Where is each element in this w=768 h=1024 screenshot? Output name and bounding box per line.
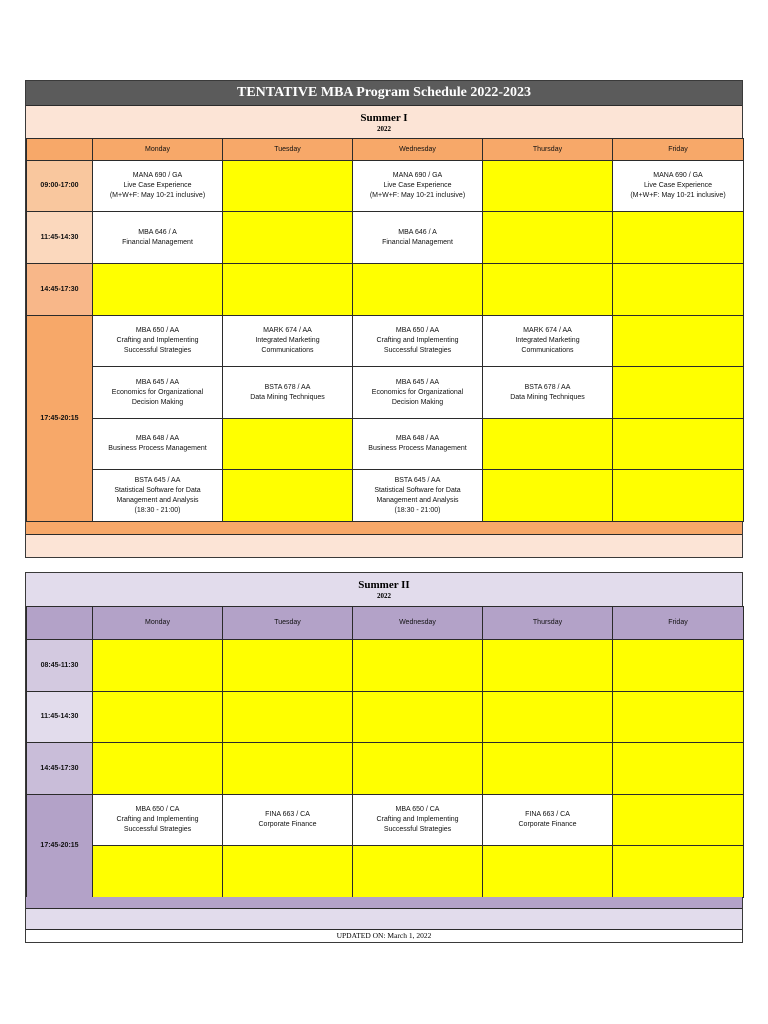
summer1-row-evening-4 — [27, 470, 744, 522]
day-header-wednesday: Wednesday — [353, 139, 483, 161]
summer1-day-header-row — [27, 139, 744, 161]
empty-slot — [483, 264, 613, 316]
summer2-table — [26, 606, 744, 898]
corner-cell — [27, 607, 93, 640]
day-header-monday: Monday — [93, 607, 223, 640]
empty-slot — [483, 212, 613, 264]
summer1-footer-blank — [26, 535, 742, 557]
corner-cell — [27, 139, 93, 161]
course-cell: BSTA 678 / AA Data Mining Techniques — [223, 367, 353, 419]
empty-slot — [613, 692, 744, 743]
empty-slot — [223, 743, 353, 795]
course-cell: MANA 690 / GA Live Case Experience (M+W+F: May 10-21 inclusive) — [613, 161, 744, 212]
course-cell: MBA 650 / AA Crafting and Implementing Successful Strategies — [353, 316, 483, 367]
course-cell: FINA 663 / CA Corporate Finance — [483, 795, 613, 846]
summer2-header — [26, 573, 742, 607]
course-cell: BSTA 645 / AA Statistical Software for Data Management and Analysis (18:30 - 21:00) — [353, 470, 483, 522]
empty-slot — [223, 470, 353, 522]
summer2-sheet — [25, 572, 743, 943]
summer1-footer-band — [26, 522, 742, 535]
empty-slot — [223, 161, 353, 212]
time-slot-label: 17:45-20:15 — [27, 316, 93, 522]
summer2-day-header-row — [27, 607, 744, 640]
empty-slot — [483, 161, 613, 212]
empty-slot — [223, 419, 353, 470]
empty-slot — [613, 367, 744, 419]
empty-slot — [483, 470, 613, 522]
day-header-monday: Monday — [93, 139, 223, 161]
empty-slot — [223, 640, 353, 692]
empty-slot — [223, 692, 353, 743]
summer2-row-afternoon — [27, 743, 744, 795]
course-cell: BSTA 678 / AA Data Mining Techniques — [483, 367, 613, 419]
summer2-title: Summer II — [358, 579, 410, 591]
course-cell: MBA 650 / AA Crafting and Implementing Successful Strategies — [93, 316, 223, 367]
summer1-row-evening-3 — [27, 419, 744, 470]
empty-slot — [613, 264, 744, 316]
summer1-row-afternoon — [27, 264, 744, 316]
day-header-thursday: Thursday — [483, 607, 613, 640]
summer1-row-evening-1 — [27, 316, 744, 367]
summer2-row-morning — [27, 640, 744, 692]
summer2-footer-band — [26, 897, 742, 909]
summer1-year: 2022 — [377, 125, 391, 133]
empty-slot — [93, 846, 223, 898]
updated-note: UPDATED ON: March 1, 2022 — [26, 929, 742, 942]
day-header-tuesday: Tuesday — [223, 607, 353, 640]
course-cell: FINA 663 / CA Corporate Finance — [223, 795, 353, 846]
empty-slot — [483, 743, 613, 795]
empty-slot — [613, 795, 744, 846]
schedule-title: TENTATIVE MBA Program Schedule 2022-2023 — [26, 81, 742, 106]
day-header-friday: Friday — [613, 607, 744, 640]
empty-slot — [223, 264, 353, 316]
course-cell: MBA 646 / A Financial Management — [93, 212, 223, 264]
empty-slot — [353, 264, 483, 316]
empty-slot — [613, 846, 744, 898]
summer1-row-midday — [27, 212, 744, 264]
course-cell: MBA 648 / AA Business Process Management — [93, 419, 223, 470]
empty-slot — [483, 640, 613, 692]
empty-slot — [93, 743, 223, 795]
course-cell: MARK 674 / AA Integrated Marketing Communications — [483, 316, 613, 367]
empty-slot — [353, 640, 483, 692]
summer2-footer-blank — [26, 909, 742, 929]
course-cell: MANA 690 / GA Live Case Experience (M+W+F: May 10-21 inclusive) — [93, 161, 223, 212]
summer1-header — [26, 106, 742, 139]
course-cell: MBA 646 / A Financial Management — [353, 212, 483, 264]
summer2-row-evening-2 — [27, 846, 744, 898]
course-cell: MBA 648 / AA Business Process Management — [353, 419, 483, 470]
empty-slot — [483, 692, 613, 743]
course-cell: MBA 650 / CA Crafting and Implementing Successful Strategies — [93, 795, 223, 846]
empty-slot — [613, 640, 744, 692]
summer1-row-morning — [27, 161, 744, 212]
empty-slot — [483, 419, 613, 470]
summer2-row-evening-1 — [27, 795, 744, 846]
summer2-row-midday — [27, 692, 744, 743]
empty-slot — [613, 470, 744, 522]
course-cell: MANA 690 / GA Live Case Experience (M+W+F: May 10-21 inclusive) — [353, 161, 483, 212]
course-cell: MARK 674 / AA Integrated Marketing Communications — [223, 316, 353, 367]
day-header-wednesday: Wednesday — [353, 607, 483, 640]
summer2-year: 2022 — [377, 592, 391, 600]
empty-slot — [613, 419, 744, 470]
empty-slot — [93, 264, 223, 316]
day-header-thursday: Thursday — [483, 139, 613, 161]
time-slot-label: 09:00-17:00 — [27, 161, 93, 212]
time-slot-label: 11:45-14:30 — [27, 212, 93, 264]
course-cell: BSTA 645 / AA Statistical Software for Data Management and Analysis (18:30 - 21:00) — [93, 470, 223, 522]
summer1-table — [26, 138, 744, 522]
day-header-tuesday: Tuesday — [223, 139, 353, 161]
empty-slot — [613, 316, 744, 367]
course-cell: MBA 645 / AA Economics for Organizational Decision Making — [93, 367, 223, 419]
empty-slot — [223, 846, 353, 898]
time-slot-label: 11:45-14:30 — [27, 692, 93, 743]
empty-slot — [93, 692, 223, 743]
empty-slot — [353, 743, 483, 795]
time-slot-label: 17:45-20:15 — [27, 795, 93, 898]
summer1-sheet — [25, 80, 743, 558]
empty-slot — [483, 846, 613, 898]
course-cell: MBA 645 / AA Economics for Organizational Decision Making — [353, 367, 483, 419]
empty-slot — [353, 692, 483, 743]
course-cell: MBA 650 / CA Crafting and Implementing Successful Strategies — [353, 795, 483, 846]
day-header-friday: Friday — [613, 139, 744, 161]
time-slot-label: 14:45-17:30 — [27, 264, 93, 316]
time-slot-label: 08:45-11:30 — [27, 640, 93, 692]
empty-slot — [93, 640, 223, 692]
empty-slot — [613, 743, 744, 795]
summer1-title: Summer I — [360, 112, 408, 124]
empty-slot — [353, 846, 483, 898]
summer1-row-evening-2 — [27, 367, 744, 419]
empty-slot — [223, 212, 353, 264]
empty-slot — [613, 212, 744, 264]
time-slot-label: 14:45-17:30 — [27, 743, 93, 795]
